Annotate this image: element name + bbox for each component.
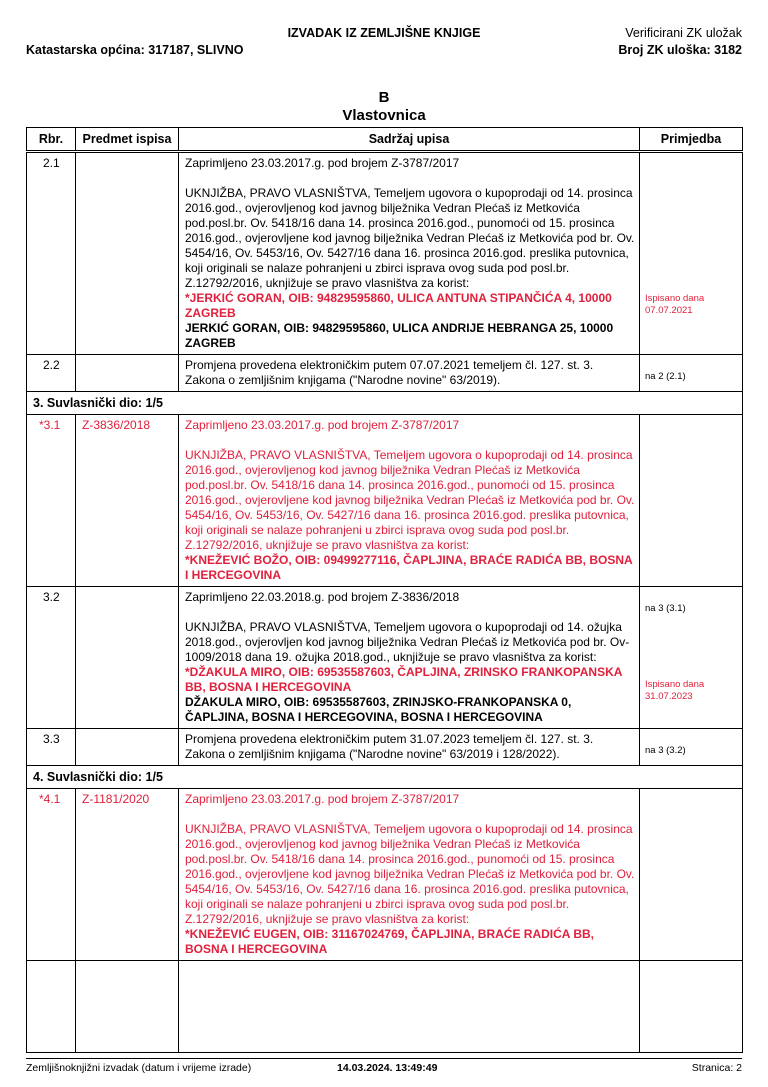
table-row [27,355,743,392]
entry-text: UKNJIŽBA, PRAVO VLASNIŠTVA, Temeljem ugovora o kupoprodaji od 14. ožujka 2018.god., ovjerovljen kod javnog bilježnika Vedran Plećaš iz Metkovića pod br. Ov-1009/2018 dana 19. ožujka 2018.god., uknjižuje se pravo vlasništva za korist: [185,620,630,664]
remark: na 2 (2.1) [645,371,686,382]
col-remark: Primjedba [640,128,743,152]
col-rbr: Rbr. [27,128,76,152]
table-row [27,729,743,766]
received-line: Zaprimljeno 23.03.2017.g. pod brojem Z-3787/2017 [185,156,460,170]
row-number: 3.3 [27,729,76,766]
ownership-table [26,127,743,1053]
received-line: Zaprimljeno 23.03.2017.g. pod brojem Z-3787/2017 [185,792,460,806]
share-label: 4. Suvlasnički dio: 1/5 [27,766,743,789]
subject: Z-3836/2018 [76,415,179,587]
owner: *KNEŽEVIĆ EUGEN, OIB: 31167024769, ČAPLJINA, BRAĆE RADIĆA BB, BOSNA I HERCEGOVINA [185,927,594,956]
table-filler [27,961,743,1053]
received-line: Zaprimljeno 23.03.2017.g. pod brojem Z-3787/2017 [185,418,460,432]
owner-old: *DŽAKULA MIRO, OIB: 69535587603, ČAPLJINA, ZRINSKO FRANKOPANSKA BB, BOSNA I HERCEGOVINA [185,665,622,694]
section-name: Vlastovnica [342,107,426,124]
footer-divider [26,1058,742,1059]
row-number: *3.1 [27,415,76,587]
owner-old: *JERKIĆ GORAN, OIB: 94829595860, ULICA ANTUNA STIPANČIĆA 4, 10000 ZAGREB [185,291,612,320]
footer-datetime: 14.03.2024. 13:49:49 [337,1062,438,1074]
cadastral-municipality: Katastarska općina: 317187, SLIVNO [26,43,244,57]
col-subject: Predmet ispisa [76,128,179,152]
row-number: 2.1 [27,152,76,355]
document-title: IZVADAK IZ ZEMLJIŠNE KNJIGE [287,26,481,40]
col-content: Sadržaj upisa [179,128,640,152]
remark: Ispisano dana 07.07.2021 [645,293,705,316]
share-row [27,392,743,415]
owner-new: DŽAKULA MIRO, OIB: 69535587603, ZRINJSKO-FRANKOPANSKA 0, ČAPLJINA, BOSNA I HERCEGOVINA, BOSNA I HERCEGOVINA [185,695,572,724]
footer-label: Zemljišnoknjižni izvadak (datum i vrijeme izrade) [26,1062,252,1074]
entry-text: UKNJIŽBA, PRAVO VLASNIŠTVA, Temeljem ugovora o kupoprodaji od 14. prosinca 2016.god., ovjerovljenog kod javnog bilježnika Vedran Plećaš iz Metkovića pod.posl.br. Ov. 5418/16 dana 14. prosinca 2016.god., punomoći od 15. prosinca 2016.god., ovjerovljene kod javnog bilježnika Vedran Plećaš iz Metkovića pod br. Ov. 5454/16, Ov. 5453/16, Ov. 5427/16 dana 16. prosinca 2016.god. preslika putovnica, koji originali se nalaze pohranjeni u zbirci isprava ovog suda pod posl.br. Z.12792/2016, uknjižuje se pravo vlasništva za korist: [185,448,635,552]
section-letter: B [378,89,390,106]
folio-number: Broj ZK uloška: 3182 [618,43,742,57]
share-label: 3. Suvlasnički dio: 1/5 [27,392,743,415]
entry-text: Promjena provedena elektroničkim putem 07.07.2021 temeljem čl. 127. st. 3. Zakona o zemljišnim knjigama ("Narodne novine" 63/2019). [179,355,640,392]
entry-text: UKNJIŽBA, PRAVO VLASNIŠTVA, Temeljem ugovora o kupoprodaji od 14. prosinca 2016.god., ovjerovljenog kod javnog bilježnika Vedran Plećaš iz Metkovića pod.posl.br. Ov. 5418/16 dana 14. prosinca 2016.god., punomoći od 15. prosinca 2016.god., ovjerovljene kod javnog bilježnika Vedran Plećaš iz Metkovića pod br. Ov. 5454/16, Ov. 5453/16, Ov. 5427/16 dana 16. prosinca 2016.god. preslika putovnica, koji originali se nalaze pohranjeni u zbirci isprava ovog suda pod posl.br. Z.12792/2016, uknjižuje se pravo vlasništva za korist: [185,822,635,926]
remark: Ispisano dana 31.07.2023 [645,679,705,702]
received-line: Zaprimljeno 22.03.2018.g. pod brojem Z-3836/2018 [185,590,460,604]
entry-text: Promjena provedena elektroničkim putem 31.07.2023 temeljem čl. 127. st. 3. Zakona o zemljišnim knjigama ("Narodne novine" 63/2019 i 128/2022). [179,729,640,766]
row-number: *4.1 [27,789,76,961]
table-row [27,587,743,729]
owner: *KNEŽEVIĆ BOŽO, OIB: 09499277116, ČAPLJINA, BRAĆE RADIĆA BB, BOSNA I HERCEGOVINA [185,553,633,582]
owner-new: JERKIĆ GORAN, OIB: 94829595860, ULICA ANDRIJE HEBRANGA 25, 10000 ZAGREB [185,321,614,350]
subject: Z-1181/2020 [76,789,179,961]
row-number: 2.2 [27,355,76,392]
table-row [27,415,743,587]
entry-text: UKNJIŽBA, PRAVO VLASNIŠTVA, Temeljem ugovora o kupoprodaji od 14. prosinca 2016.god., ovjerovljenog kod javnog bilježnika Vedran Plećaš iz Metkovića pod.posl.br. Ov. 5418/16 dana 14. prosinca 2016.god., punomoći od 15. prosinca 2016.god., ovjerovljene kod javnog bilježnika Vedran Plećaš iz Metkovića pod br. Ov. 5454/16, Ov. 5453/16, Ov. 5427/16 dana 16. prosinca 2016.god. preslika putovnica, koji originali se nalaze pohranjeni u zbirci isprava ovog suda pod posl.br. Z.12792/2016, uknjižuje se pravo vlasništva za korist: [185,186,635,290]
page-number: Stranica: 2 [691,1062,742,1074]
share-row [27,766,743,789]
table-row [27,789,743,961]
verified-label: Verificirani ZK uložak [625,26,742,40]
remark-ref: na 3 (3.1) [645,603,686,614]
remark: na 3 (3.2) [645,745,686,756]
row-number: 3.2 [27,587,76,729]
table-header [27,128,743,152]
table-row [27,152,743,355]
